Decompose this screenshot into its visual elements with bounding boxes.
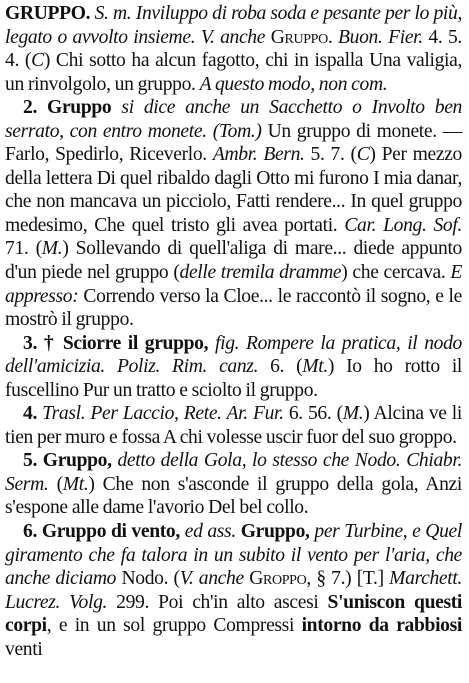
text-segment: GRUPPO. xyxy=(5,3,95,24)
text-segment: M. xyxy=(41,238,63,260)
text-segment: Un gruppo di monete. — Farlo, Spedirlo, Riceverlo. xyxy=(5,120,462,166)
text-segment: 5. 7. ( xyxy=(310,144,357,166)
text-segment: ) Io ho rotto il fuscellino Pur un tratto e sciolto il gruppo. xyxy=(5,356,463,401)
text-segment: V. anche xyxy=(179,568,250,590)
text-segment: Correndo verso la Cloe... le raccontò il sogno, e le mostrò il gruppo. xyxy=(5,285,462,331)
text-segment: venti xyxy=(5,638,43,660)
text-segment: Mt. xyxy=(302,356,328,378)
entry-3 xyxy=(5,332,462,403)
text-segment: Mt. xyxy=(62,473,89,495)
text-segment: 6. 56. ( xyxy=(288,403,343,425)
text-segment: intorno da rabbiosi xyxy=(301,615,462,637)
text-segment: ) Che non s'asconde il gruppo della gola, Anzi s'espone alle dame l'avorio Del bel collo. xyxy=(5,473,462,519)
sense-number: 4. xyxy=(23,403,43,425)
text-segment: ) Sollevando di quell'aliga di mare... diede appunto d'un piede nel gruppo ( xyxy=(5,238,462,284)
text-segment: Gruppo, xyxy=(42,450,118,472)
text-segment: Buon. Fier. xyxy=(338,26,429,48)
text-segment: ( xyxy=(56,473,63,495)
text-segment: ) Per mezzo della lettera Di quel ribaldo dagli Otto mi furono I mia danar, che non mancava un picciolo, Fatti rendere... In quel gruppo medesimo, Che quel tristo gli avea portati. xyxy=(5,144,463,236)
sense-number: 6. xyxy=(23,521,42,543)
text-segment: ed ass. xyxy=(184,521,241,543)
text-segment: E appresso: xyxy=(5,262,462,307)
text-segment: Car. Long. Sof. xyxy=(344,214,462,236)
text-segment: Trasl. Per Laccio, Rete. Ar. Fur. xyxy=(42,403,289,425)
sense-number: 3. xyxy=(23,332,44,354)
text-segment: C xyxy=(356,144,370,166)
text-segment: Gruppo di vento, xyxy=(41,521,185,543)
text-segment: Groppo, xyxy=(249,568,317,590)
text-segment: delle tremila dramme xyxy=(179,262,342,284)
text-segment: A questo modo, non com. xyxy=(199,73,388,95)
text-segment: si dice anche un Sacchetto o Involto ben serrato, con entro monete. (Tom.) xyxy=(5,97,463,142)
text-segment: ) Chi sotto ha alcun fagotto, chi in ispalla Una valigia, un rinvolgolo, un gruppo. xyxy=(5,50,463,95)
entry-5 xyxy=(5,449,462,520)
text-segment: ) che cercava. xyxy=(341,262,451,284)
text-segment: per Turbine, e Quel giramento che fa talora in un subito il vento per l'aria, che anche diciamo xyxy=(5,521,462,590)
sense-number: 2. xyxy=(23,97,48,119)
text-segment: 71. ( xyxy=(5,238,42,260)
text-segment: 6. ( xyxy=(270,356,303,378)
text-segment: M. xyxy=(342,403,364,425)
entry-6 xyxy=(5,520,462,661)
entry-1 xyxy=(5,2,462,96)
text-segment: 299. Poi ch'in alto ascesi xyxy=(116,591,328,613)
sense-number: 5. xyxy=(23,450,43,472)
text-segment: Gruppo. xyxy=(270,26,339,48)
text-segment: † Sciorre il gruppo, xyxy=(43,332,215,354)
text-segment: Gruppo, xyxy=(240,521,315,543)
text-segment: Ambr. Bern. xyxy=(212,144,311,166)
text-segment: C xyxy=(31,50,44,72)
entry-2 xyxy=(5,96,462,331)
text-segment: Nodo. ( xyxy=(121,568,180,590)
text-segment: S'uniscon questi corpi xyxy=(5,591,463,637)
text-segment: 4. 5. 4. ( xyxy=(5,26,462,72)
text-segment: , e in un sol gruppo Compressi xyxy=(46,615,302,637)
text-segment: detto della Gola, lo stesso che Nodo. Chiabr. Serm. xyxy=(5,450,462,495)
text-segment: Gruppo xyxy=(47,97,122,119)
text-segment: S. m. Inviluppo di roba soda e pesante per lo più, legato o avvolto insieme. V. anche xyxy=(5,3,462,48)
text-segment: ) Alcina ve li tien per muro e fossa A chi volesse uscir fuor del suo groppo. xyxy=(5,403,462,448)
text-segment: fig. Rompere la pratica, il nodo dell'amicizia. Poliz. Rim. canz. xyxy=(5,332,462,378)
entry-4 xyxy=(5,402,462,449)
text-segment: § 7.) [T.] xyxy=(316,568,390,590)
text-segment: Marchett. Lucrez. Volg. xyxy=(5,568,462,613)
